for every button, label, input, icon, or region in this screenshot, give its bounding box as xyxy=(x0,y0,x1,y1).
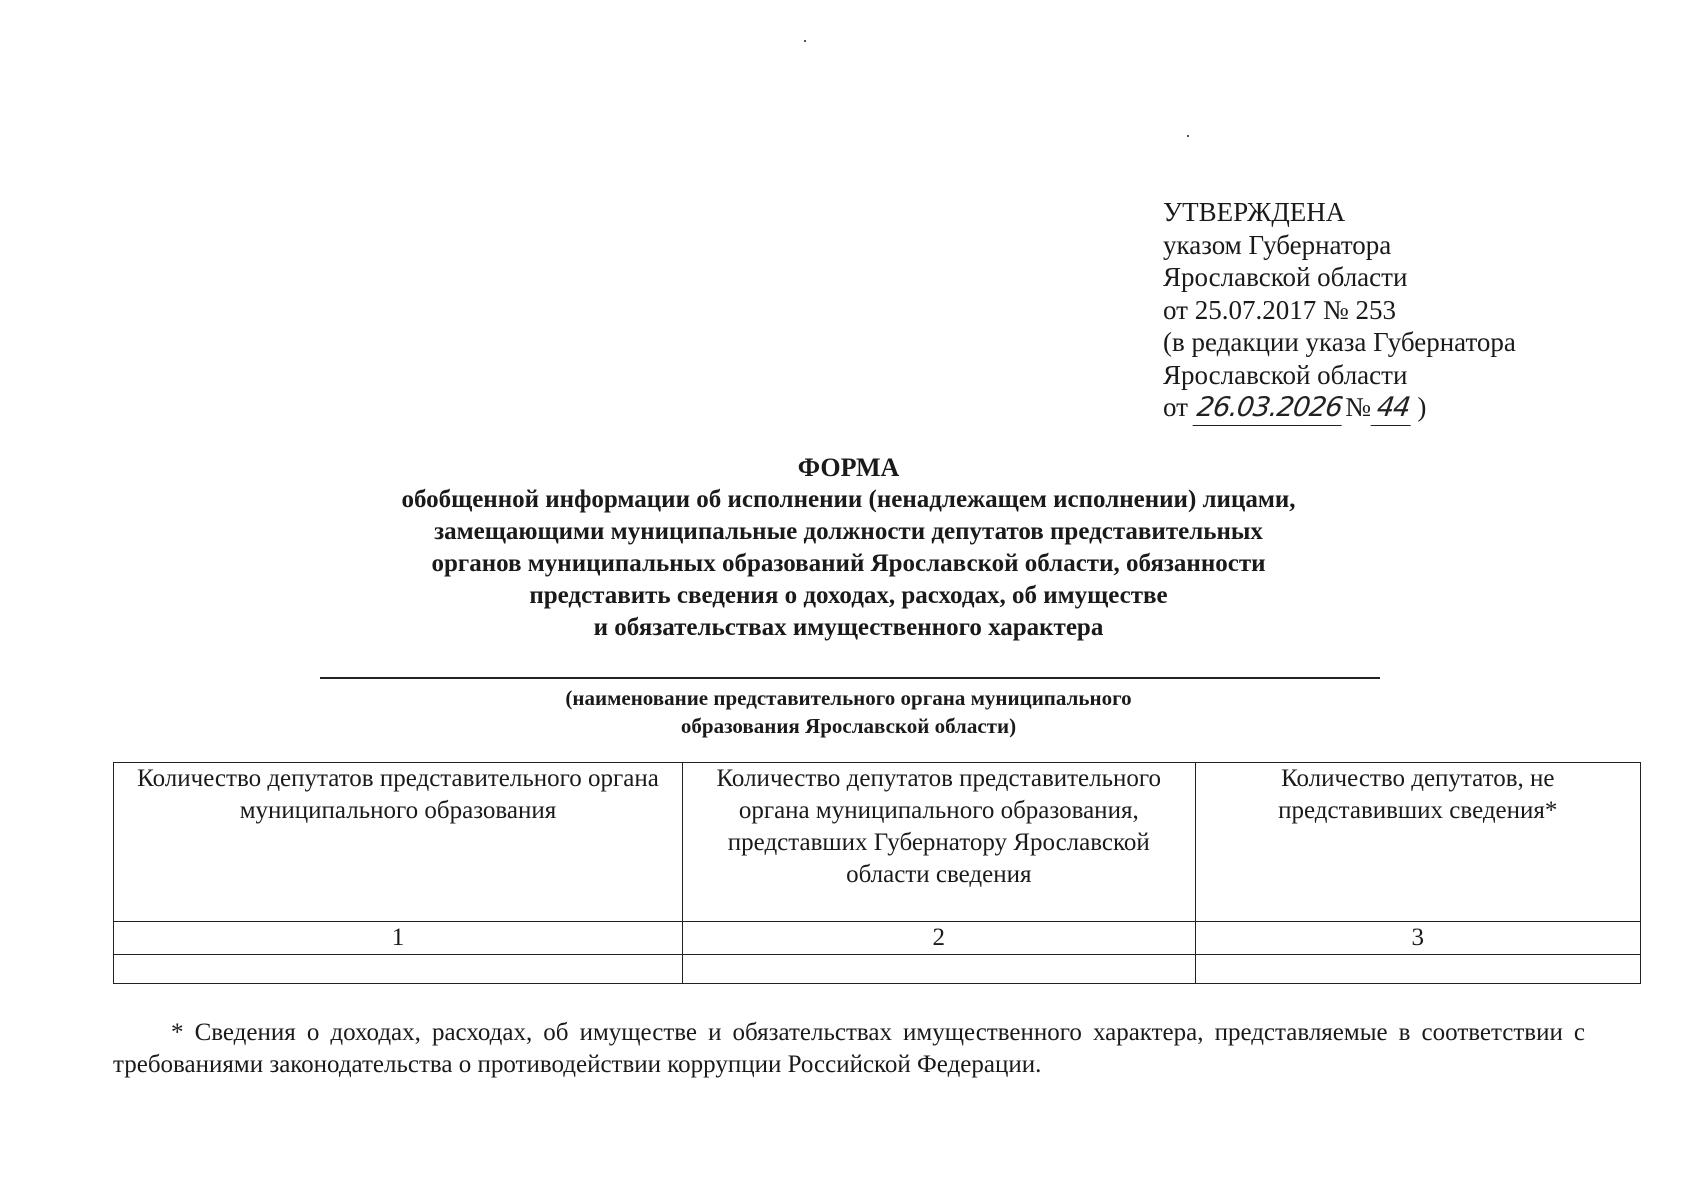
table-cell-empty xyxy=(1195,955,1640,984)
approval-line: от 25.07.2017 № 253 xyxy=(1163,294,1396,325)
form-title-block xyxy=(0,452,1697,644)
table-row-empty xyxy=(114,955,1641,984)
caption-line: (наименование представительного органа муниципального xyxy=(565,686,1132,710)
column-number: 1 xyxy=(114,922,683,955)
footnote: * Сведения о доходах, расходах, об имуществе и обязательствах имущественного характера, представляемые в соответствии с требованиями законодательства о противодействии коррупции Российской Федерации. xyxy=(113,1019,1585,1078)
form-title-line: обобщенной информации об исполнении (ненадлежащем исполнении) лицами, xyxy=(401,486,1296,513)
table-cell-empty xyxy=(682,955,1195,984)
approval-from-label: от xyxy=(1163,392,1188,422)
approval-stamp-block xyxy=(1163,196,1516,426)
approval-line: указом Губернатора xyxy=(1163,229,1392,260)
organ-name-fill-line xyxy=(320,677,1380,679)
approval-edition-line xyxy=(1163,391,1516,426)
header-not-submitted-deputies: Количество депутатов, не представивших сведения* xyxy=(1195,763,1640,922)
caption-line: образования Ярославской области) xyxy=(680,714,1017,738)
header-total-deputies: Количество депутатов представительного органа муниципального образования xyxy=(114,763,683,922)
table-row-column-numbers xyxy=(114,922,1641,955)
deputies-info-table xyxy=(113,762,1641,984)
column-number: 2 xyxy=(682,922,1195,955)
handwritten-date: 26.03.2026 xyxy=(1192,392,1345,426)
scan-speck xyxy=(1187,135,1189,137)
form-title-line: представить сведения о доходах, расходах, об имуществе xyxy=(529,582,1168,609)
form-title-line: замещающими муниципальные должности депутатов представительных xyxy=(434,518,1263,545)
table-cell-empty xyxy=(114,955,683,984)
approval-line: Ярославской области xyxy=(1163,262,1408,292)
closing-parenthesis: ) xyxy=(1417,392,1427,422)
table-header-row xyxy=(114,763,1641,922)
header-submitted-deputies: Количество депутатов представительного органа муниципального образования, представших Губернатору Ярославской области сведения xyxy=(682,763,1195,922)
approval-line: (в редакции указа Губернатора xyxy=(1163,327,1516,357)
approval-line: УТВЕРЖДЕНА xyxy=(1163,197,1346,227)
form-heading: ФОРМА xyxy=(797,453,900,482)
column-number: 3 xyxy=(1195,922,1640,955)
scan-speck xyxy=(804,40,806,42)
approval-line: Ярославской области xyxy=(1163,359,1408,390)
number-sign: № xyxy=(1345,392,1372,422)
form-title-line: и обязательствах имущественного характера xyxy=(593,614,1104,641)
form-title-line: органов муниципальных образований Ярославской области, обязанности xyxy=(431,550,1266,577)
handwritten-number: 44 xyxy=(1371,392,1416,426)
organ-name-caption xyxy=(0,684,1697,740)
